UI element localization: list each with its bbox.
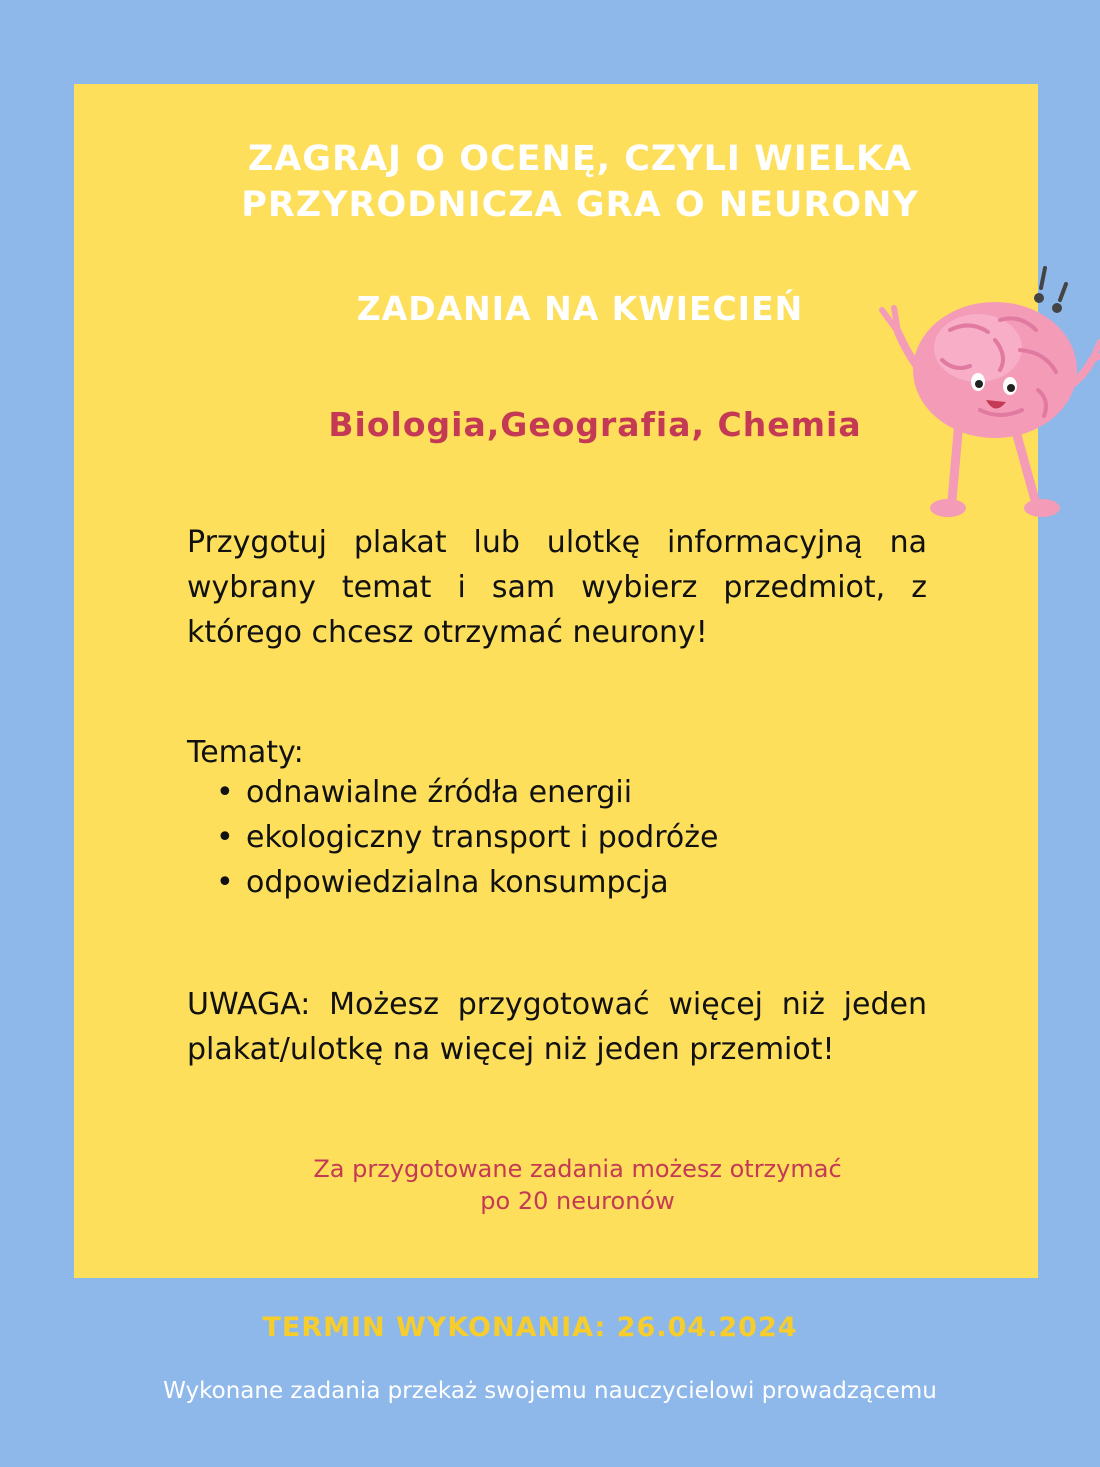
note-text: UWAGA: Możesz przygotować więcej niż jeden plakat/ulotkę na więcej niż jeden przemiot! — [187, 987, 927, 1067]
footer-text: Wykonane zadania przekaż swojemu nauczycielowi prowadzącemu — [163, 1378, 937, 1404]
task-description: Przygotuj plakat lub ulotkę informacyjną na wybrany temat i sam wybierz przedmiot, z którego chcesz otrzymać neurony! — [187, 525, 927, 650]
topic-item — [216, 770, 718, 815]
topic-label: ekologiczny transport i podróże — [246, 820, 719, 855]
brain-mascot-icon — [860, 260, 1100, 530]
bullet-icon: • — [216, 820, 234, 855]
topic-item — [216, 815, 718, 860]
reward-line-2: po 20 neuronów — [480, 1187, 675, 1215]
title-line-2: PRZYRODNICZA GRA O NEURONY — [241, 185, 919, 225]
topic-item — [216, 860, 718, 905]
exclamation-icon — [1036, 268, 1066, 311]
topics-list — [216, 770, 718, 905]
bullet-icon: • — [216, 865, 234, 900]
topic-label: odnawialne źródła energii — [246, 775, 633, 810]
title-line-1: ZAGRAJ O OCENĘ, CZYLI WIELKA — [247, 139, 913, 179]
subjects-heading: Biologia,Geografia, Chemia — [328, 405, 862, 444]
topics-label: Tematy: — [187, 735, 304, 770]
deadline-text: TERMIN WYKONANIA: 26.04.2024 — [262, 1312, 798, 1343]
reward-text — [190, 1153, 965, 1217]
reward-line-1: Za przygotowane zadania możesz otrzymać — [313, 1155, 842, 1183]
poster-title — [170, 136, 990, 228]
month-heading: ZADANIA NA KWIECIEŃ — [356, 289, 804, 328]
topic-label: odpowiedzialna konsumpcja — [246, 865, 669, 900]
bullet-icon: • — [216, 775, 234, 810]
